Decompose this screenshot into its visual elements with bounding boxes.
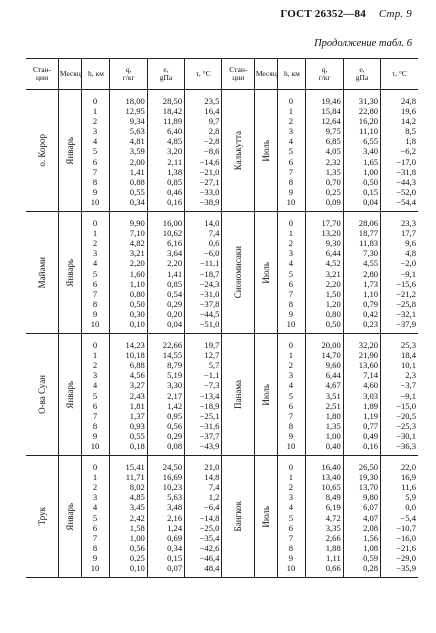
month-label: Январь [65,380,76,409]
station-name: О-ва Суан [37,375,48,414]
pressure-values: 31,30 22,80 16,20 11,10 6,55 3,40 1,65 1,00 0,50 0,15 0,04 [358,96,379,207]
humidity-values: 19,46 15,84 12,64 9,75 6,85 4,05 2,32 1,35 0,70 0,25 0,09 [321,96,341,207]
page-number: Стр. 9 [378,8,412,20]
height-values: 0 1 2 3 4 5 6 7 8 9 10 [90,340,100,451]
col-humidity-header: q, г/кг [306,59,343,90]
temperature-values: 23,5 16,4 9,7 2,8 −2,8 −8,6 −14,6 −21,0 −27,1 −33,0 −38,9 [199,96,220,207]
col-temperature-header: τ, °C [185,59,222,90]
col-month-header: Месяц [255,59,278,90]
station-block-row [26,334,418,456]
table-continuation-title: Продолжение табл. 6 [314,38,412,49]
humidity-values: 15,41 11,71 8,02 4,85 3,45 2,42 1,58 1,00 0,56 0,25 0,10 [125,462,145,574]
height-values: 0 1 2 3 4 5 6 7 8 9 10 [90,462,100,574]
station-name: Панама [233,380,244,410]
col-height-header: h, км [278,59,306,90]
height-values: 0 1 2 3 4 5 6 7 8 9 10 [90,218,100,329]
col-temperature-header: τ, °C [381,59,418,90]
pressure-values: 24,50 16,69 10,23 5,63 3,48 2,16 1,24 0,69 0,34 0,15 0,07 [162,462,183,574]
col-month-header: Месяц [59,59,82,90]
station-name: Трук [37,507,48,526]
month-label: Январь [65,136,76,165]
col-humidity-header: q, г/кг [110,59,147,90]
page-header [280,8,412,20]
temperature-values: 24,8 19,6 14,2 8,5 1,8 −6,2 −17,0 −31,8 −44,3 −52,0 −54,4 [396,96,416,207]
height-values: 0 1 2 3 4 5 6 7 8 9 10 [286,218,296,329]
col-station-header: Стан- ции [26,59,59,90]
pressure-values: 28,06 18,77 11,83 7,30 4,55 2,80 1,73 1,10 0,79 0,42 0,23 [358,218,379,329]
humidity-values: 17,70 13,20 9,30 6,44 4,52 3,21 2,20 1,50 1,20 0,80 0,50 [321,218,341,329]
height-values: 0 1 2 3 4 5 6 7 8 9 10 [90,96,100,207]
station-block-row [26,90,418,212]
height-values: 0 1 2 3 4 5 6 7 8 9 10 [286,96,296,207]
pressure-values: 22,66 14,55 8,79 5,19 3,30 2,17 1,42 0,95 0,56 0,29 0,08 [162,340,183,451]
height-values: 0 1 2 3 4 5 6 7 8 9 10 [286,340,296,451]
month-label: Июль [261,261,272,284]
temperature-values: 14,0 7,4 0,6 −6,0 −11,1 −18,7 −24,3 −31,0 −37,8 −44,5 −51,0 [199,218,220,329]
humidity-values: 18,00 12,95 9,34 5,63 4,81 3,59 2,00 1,41 0,88 0,55 0,34 [125,96,145,207]
col-pressure-header: e, gПа [343,59,380,90]
month-label: Июль [261,383,272,406]
col-station-header: Стан- ции [222,59,255,90]
station-block-row [26,456,418,578]
col-height-header: h, км [82,59,110,90]
temperature-values: 19,7 12,7 5,7 −1,1 −7,3 −13,4 −18,9 −25,1 −31,6 −37,7 −43,9 [199,340,220,451]
height-values: 0 1 2 3 4 5 6 7 8 9 10 [286,462,296,574]
station-name: Бангкок [233,501,244,532]
station-name: о. Корор [37,134,48,167]
month-label: Июль [261,505,272,528]
pressure-values: 16,00 10,62 6,16 3,64 2,20 1,41 0,85 0,54 0,29 0,20 0,04 [162,218,183,329]
temperature-values: 22,0 16,9 11,6 5,9 0,0 −5,4 −10,7 −16,0 −21,6 −29,0 −35,9 [396,462,416,574]
humidity-values: 14,23 10,18 6,88 4,56 3,27 2,43 1,81 1,37 0,93 0,55 0,18 [125,340,145,451]
temperature-values: 21,0 14,8 7,4 1,2 −6,4 −14,8 −25,0 −35,4 −42,6 −46,4 48,4 [199,462,220,574]
station-block-row [26,212,418,334]
table-header-row [26,59,418,90]
pressure-values: 32,20 21,90 13,60 7,14 4,60 3,03 1,89 1,19 0,77 0,49 0,16 [358,340,379,451]
pressure-values: 28,50 18,42 11,89 6,40 4,85 3,20 2,11 1,38 0,85 0,46 0,16 [162,96,183,207]
temperature-values: 23,3 17,7 9,6 4,8 −2,0 −9,1 −15,6 −21,2 −25,8 −32,1 −37,9 [396,218,416,329]
humidity-values: 16,40 13,40 10,65 8,49 6,19 4,72 3,35 2,66 1,88 1,11 0,66 [321,462,341,574]
temperature-values: 25,3 18,4 10,1 2,3 −3,7 −9,1 −15,0 −20,5 −25,3 −30,1 −36,3 [396,340,416,451]
month-label: Июль [261,139,272,162]
month-label: Январь [65,502,76,531]
col-pressure-header: e, gПа [147,59,184,90]
humidity-values: 9,90 7,10 4,82 3,21 2,20 1,60 1,10 0,80 0,50 0,30 0,10 [129,218,145,329]
data-table [26,58,418,578]
station-name: Майами [37,256,48,289]
pressure-values: 26,50 19,30 13,70 9,80 6,07 4,07 2,08 1,56 1,08 0,59 0,28 [358,462,379,574]
month-label: Январь [65,258,76,287]
gost-code: ГОСТ 26352—84 [280,8,366,20]
humidity-values: 20,00 14,70 9,60 6,44 4,67 3,51 2,51 1,80 1,35 1,00 0,40 [321,340,341,451]
station-name: Сиономисаки [233,246,244,299]
station-name: Калькутта [233,130,244,171]
